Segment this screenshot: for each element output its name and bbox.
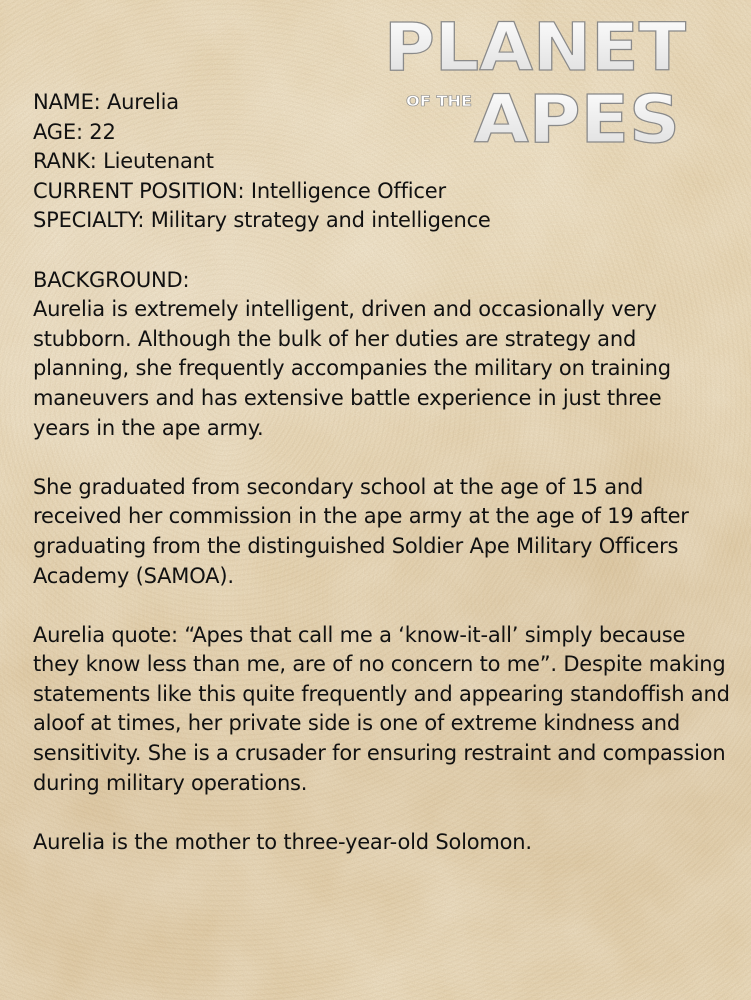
specialty-line: SPECIALTY: Military strategy and intelligence — [33, 208, 491, 233]
paragraph-line: graduating from the distinguished Soldier Ape Military Officers — [33, 533, 679, 558]
paragraph-line: maneuvers and has extensive battle experience in just three — [33, 385, 662, 410]
paragraph-line: statements like this quite frequently and appearing standoffish and — [33, 681, 730, 706]
paragraph-line: Aurelia is the mother to three-year-old Solomon. — [33, 829, 532, 854]
position-line: CURRENT POSITION: Intelligence Officer — [33, 178, 446, 203]
paragraph-line: stubborn. Although the bulk of her duties are strategy and — [33, 326, 637, 351]
paragraph-line: aloof at times, her private side is one of extreme kindness and — [33, 711, 680, 736]
logo-word-of-the: OF THE — [406, 94, 472, 110]
paragraph-line: planning, she frequently accompanies the military on training — [33, 356, 671, 381]
paragraph-line: during military operations. — [33, 770, 308, 795]
paragraph-line: Aurelia quote: “Apes that call me a ‘know-it-all’ simply because — [33, 622, 686, 647]
paragraph-family — [33, 828, 733, 858]
paragraph-line: years in the ape army. — [33, 415, 264, 440]
paragraph-line: received her commission in the ape army at the age of 19 after — [33, 504, 689, 529]
spacer — [33, 236, 733, 266]
name-line: NAME: Aurelia — [33, 90, 179, 114]
background-heading: BACKGROUND: — [33, 267, 190, 292]
rank-line: RANK: Lieutenant — [33, 149, 214, 174]
character-profile — [33, 88, 733, 857]
age-line: AGE: 22 — [33, 119, 116, 144]
paragraph-education — [33, 473, 733, 591]
paragraph-line: they know less than me, are of no concern to me”. Despite making — [33, 652, 726, 677]
logo-word-planet: PLANET — [384, 9, 686, 86]
paragraph-line: She graduated from secondary school at the age of 15 and — [33, 474, 644, 499]
spacer — [33, 798, 733, 828]
paragraph-line: Academy (SAMOA). — [33, 563, 234, 588]
paragraph-line: sensitivity. She is a crusader for ensuring restraint and compassion — [33, 741, 726, 766]
logo-word-apes: APES — [474, 81, 680, 158]
paragraph-line: Aurelia is extremely intelligent, driven and occasionally very — [33, 297, 657, 322]
spacer — [33, 443, 733, 473]
paragraph-background — [33, 295, 733, 443]
paragraph-quote — [33, 621, 733, 799]
spacer — [33, 591, 733, 621]
